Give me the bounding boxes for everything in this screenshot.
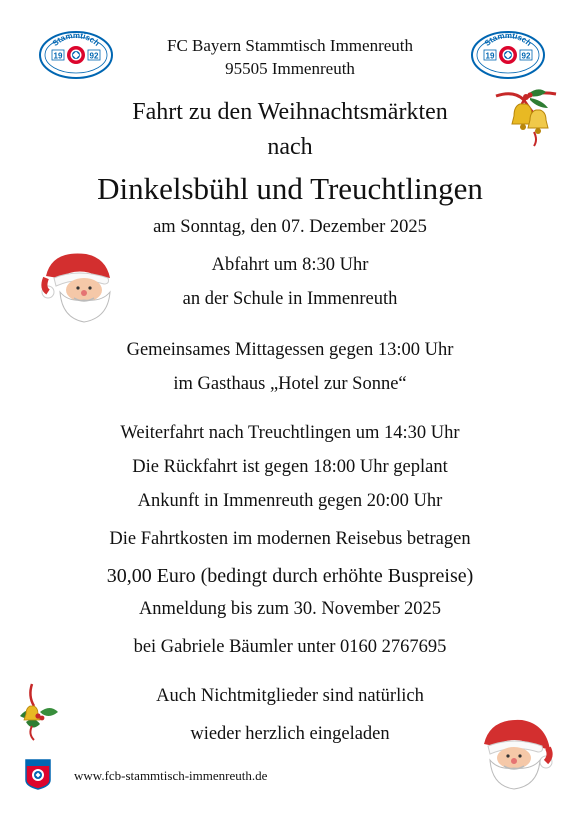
svg-text:Stammtisch: Stammtisch	[482, 30, 534, 48]
svg-text:Immenreuth	[50, 79, 101, 80]
svg-text:19: 19	[53, 51, 63, 61]
title-line-1: Fahrt zu den Weihnachtsmärkten	[132, 99, 448, 125]
costs-intro: Die Fahrtkosten im modernen Reisebus betragen	[109, 529, 471, 549]
registration-deadline: Anmeldung bis zum 30. November 2025	[138, 599, 442, 619]
destinations-heading: Dinkelsbühl und Treuchtlingen	[97, 171, 483, 206]
lunch-place: im Gasthaus „Hotel zur Sonne“	[173, 374, 407, 394]
lunch-time: Gemeinsames Mittagessen gegen 13:00 Uhr	[126, 340, 454, 360]
svg-text:Immenreuth	[482, 79, 533, 80]
svg-text:Stammtisch: Stammtisch	[50, 30, 102, 48]
event-date: am Sonntag, den 07. Dezember 2025	[153, 217, 427, 237]
onward-journey: Weiterfahrt nach Treuchtlingen um 14:30 Uhr	[120, 423, 460, 443]
price: 30,00 Euro (bedingt durch erhöhte Buspreise)	[106, 565, 474, 587]
svg-text:92: 92	[521, 51, 531, 61]
club-address: 95505 Immenreuth	[225, 59, 355, 78]
arrival-time: Ankunft in Immenreuth gegen 20:00 Uhr	[137, 491, 443, 511]
contact-info: bei Gabriele Bäumler unter 0160 2767695	[133, 637, 447, 657]
website-link[interactable]: www.fcb-stammtisch-immenreuth.de	[74, 768, 268, 783]
club-emblem-icon	[24, 758, 52, 790]
return-time: Die Rückfahrt ist gegen 18:00 Uhr geplant	[132, 457, 448, 477]
santa-claus-icon-bottom	[470, 714, 554, 790]
invite-line-1: Auch Nichtmitglieder sind natürlich	[156, 686, 424, 706]
departure-place: an der Schule in Immenreuth	[182, 289, 398, 309]
title-line-2: nach	[267, 134, 313, 160]
invite-line-2: wieder herzlich eingeladen	[190, 724, 390, 744]
departure-time: Abfahrt um 8:30 Uhr	[211, 255, 369, 275]
svg-text:19: 19	[485, 51, 495, 61]
club-name: FC Bayern Stammtisch Immenreuth	[167, 36, 413, 55]
svg-text:92: 92	[89, 51, 99, 61]
